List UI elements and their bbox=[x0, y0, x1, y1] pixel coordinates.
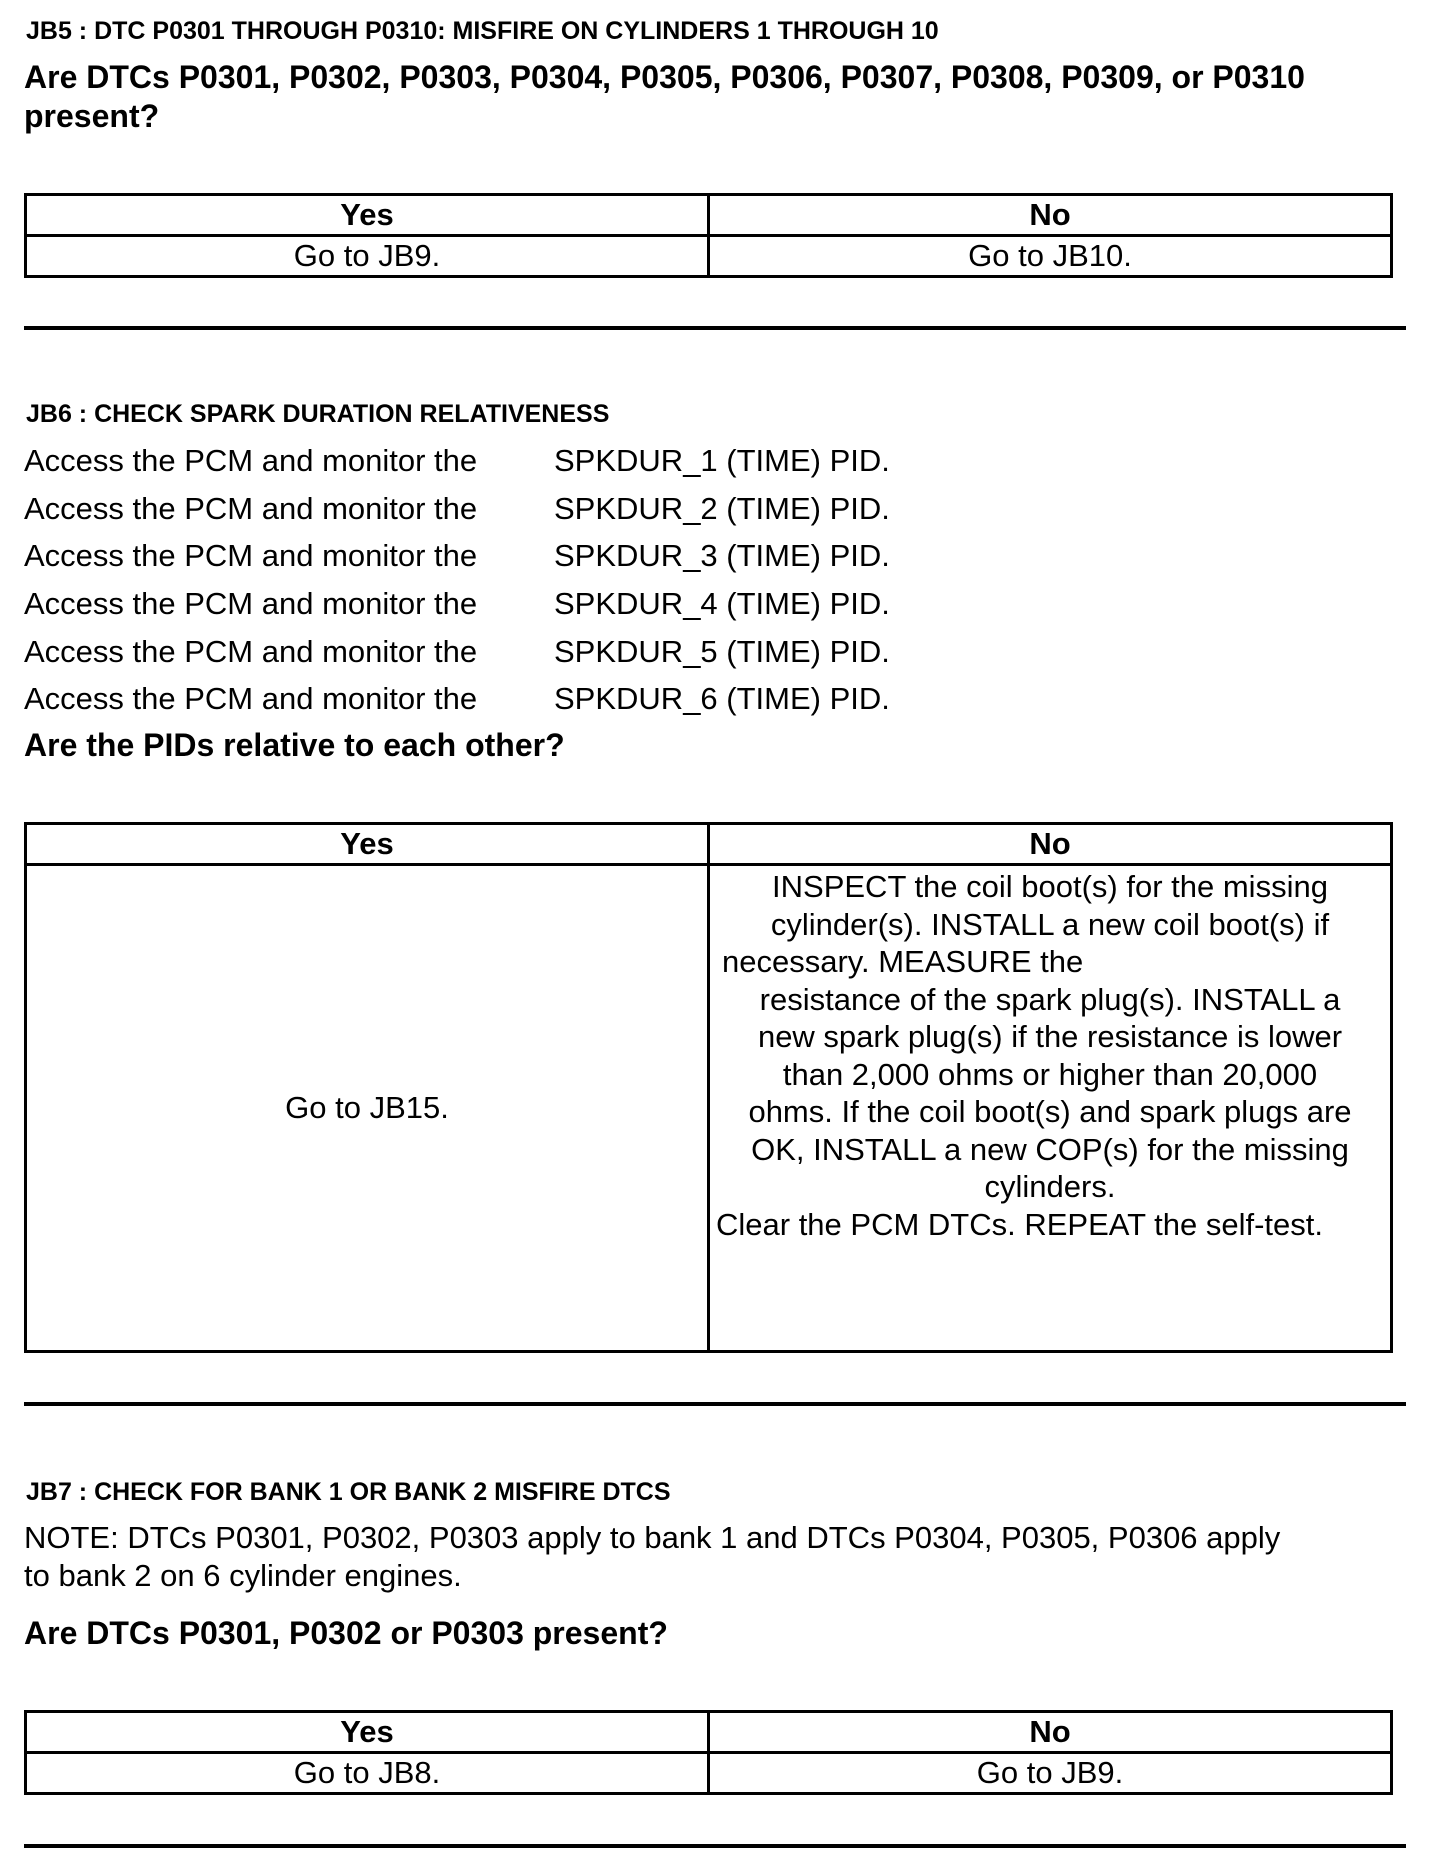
instruction-line: resistance of the spark plug(s). INSTALL a bbox=[759, 981, 1341, 1017]
jb7-question: Are DTCs P0301, P0302 or P0303 present? bbox=[24, 1615, 668, 1651]
jb6-question: Are the PIDs relative to each other? bbox=[24, 727, 565, 763]
jb6-no-header: No bbox=[709, 824, 1392, 865]
jb5-yes-header: Yes bbox=[26, 195, 709, 236]
instruction-line: new spark plug(s) if the resistance is lower bbox=[757, 1019, 1343, 1054]
jb7-title: JB7 : CHECK FOR BANK 1 OR BANK 2 MISFIRE DTCS bbox=[26, 1478, 671, 1506]
instruction-line: cylinders. bbox=[984, 1169, 1116, 1204]
step-prefix: Access the PCM and monitor the bbox=[24, 681, 478, 716]
jb5-question-line1: Are DTCs P0301, P0302, P0303, P0304, P0305, P0306, P0307, P0308, P0309, or P0310 bbox=[24, 59, 1305, 95]
instruction-line: necessary. MEASURE the bbox=[722, 944, 1084, 979]
jb7-answer-table bbox=[24, 1710, 1393, 1795]
jb5-no-value: Go to JB10. bbox=[709, 236, 1392, 277]
step-prefix: Access the PCM and monitor the bbox=[24, 634, 478, 669]
jb7-no-header: No bbox=[709, 1712, 1392, 1753]
jb6-no-cell bbox=[709, 865, 1392, 1352]
instruction-line: ohms. If the coil boot(s) and spark plugs are bbox=[748, 1094, 1352, 1129]
jb6-step-5 bbox=[24, 634, 890, 670]
jb5-answer-table bbox=[24, 193, 1393, 278]
instruction-line: cylinder(s). INSTALL a new coil boot(s) if bbox=[770, 906, 1330, 942]
step-prefix: Access the PCM and monitor the bbox=[24, 586, 478, 621]
step-prefix: Access the PCM and monitor the bbox=[24, 491, 478, 526]
step-pid: SPKDUR_3 (TIME) PID. bbox=[554, 538, 890, 573]
jb6-title: JB6 : CHECK SPARK DURATION RELATIVENESS bbox=[26, 400, 610, 428]
jb6-yes-header: Yes bbox=[26, 824, 709, 865]
jb6-step-1 bbox=[24, 443, 890, 479]
jb6-answer-table bbox=[24, 822, 1393, 1353]
instruction-line: than 2,000 ohms or higher than 20,000 bbox=[782, 1056, 1318, 1092]
step-pid: SPKDUR_4 (TIME) PID. bbox=[554, 586, 890, 621]
jb5-title: JB5 : DTC P0301 THROUGH P0310: MISFIRE ON CYLINDERS 1 THROUGH 10 bbox=[26, 17, 939, 45]
jb6-yes-value: Go to JB15. bbox=[26, 865, 709, 1352]
jb5-question-line2: present? bbox=[24, 98, 160, 134]
jb6-step-2 bbox=[24, 491, 890, 527]
step-pid: SPKDUR_6 (TIME) PID. bbox=[554, 681, 890, 716]
divider bbox=[24, 1402, 1406, 1406]
jb5-no-header: No bbox=[709, 195, 1392, 236]
step-pid: SPKDUR_2 (TIME) PID. bbox=[554, 491, 890, 526]
jb6-step-4 bbox=[24, 586, 890, 622]
step-prefix: Access the PCM and monitor the bbox=[24, 443, 478, 478]
jb5-yes-value: Go to JB9. bbox=[26, 236, 709, 277]
divider bbox=[24, 1844, 1406, 1848]
jb7-note-line1: NOTE: DTCs P0301, P0302, P0303 apply to bank 1 and DTCs P0304, P0305, P0306 apply bbox=[24, 1520, 1281, 1555]
instruction-line: OK, INSTALL a new COP(s) for the missing bbox=[751, 1131, 1349, 1167]
step-pid: SPKDUR_5 (TIME) PID. bbox=[554, 634, 890, 669]
jb6-no-instructions bbox=[710, 866, 1390, 1243]
instruction-line: INSPECT the coil boot(s) for the missing bbox=[772, 869, 1328, 904]
step-pid: SPKDUR_1 (TIME) PID. bbox=[554, 443, 890, 478]
divider bbox=[24, 326, 1406, 330]
jb7-yes-value: Go to JB8. bbox=[26, 1753, 709, 1794]
jb7-note-line2: to bank 2 on 6 cylinder engines. bbox=[24, 1558, 462, 1593]
jb7-yes-header: Yes bbox=[26, 1712, 709, 1753]
jb7-no-value: Go to JB9. bbox=[709, 1753, 1392, 1794]
instruction-line: Clear the PCM DTCs. REPEAT the self-test. bbox=[716, 1206, 1323, 1242]
jb6-step-6 bbox=[24, 681, 890, 717]
jb6-step-3 bbox=[24, 538, 890, 574]
step-prefix: Access the PCM and monitor the bbox=[24, 538, 478, 573]
